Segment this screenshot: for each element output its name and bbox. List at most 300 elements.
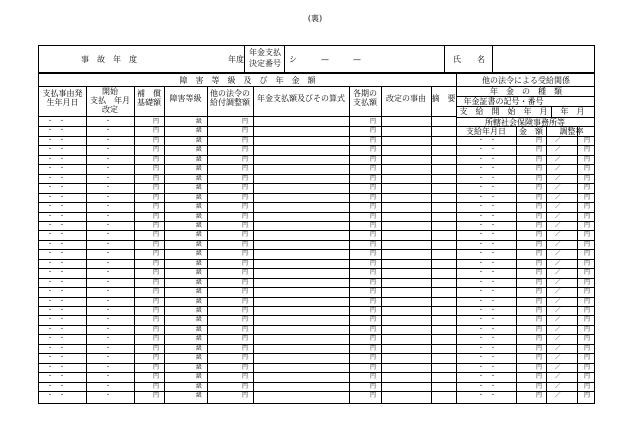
accident-year-label: 事 故 年 度 <box>81 55 137 64</box>
row-base-yen: 円 <box>153 316 160 324</box>
rp-row-slash: ／ <box>555 155 562 163</box>
rp-row-date: ・ ・ <box>478 335 497 343</box>
row-base-yen: 円 <box>153 118 160 125</box>
rp-row-yen: 円 <box>536 316 543 324</box>
rp-row-yen2: 円 <box>584 221 591 229</box>
row-event-date: ・ ・ <box>47 288 66 296</box>
row-start-ym: ・ <box>105 165 112 173</box>
rp-row-slash: ／ <box>555 307 562 314</box>
row-adjust-yen: 円 <box>242 221 249 229</box>
rp-row-date: ・ ・ <box>478 259 497 267</box>
rp-row-rule <box>456 315 594 316</box>
row-event-date: ・ ・ <box>47 278 66 286</box>
row-grade: 級 <box>196 325 203 333</box>
row-event-date: ・ ・ <box>47 363 66 371</box>
rp-row-slash: ／ <box>555 382 562 390</box>
rp-row-yen2: 円 <box>584 344 591 352</box>
pension-type-label: 年 金 の 種 類 <box>490 87 562 96</box>
rp-row-date: ・ ・ <box>478 165 497 173</box>
rp-row-yen: 円 <box>536 278 543 286</box>
row-grade: 級 <box>196 278 203 286</box>
row-grade: 級 <box>196 354 203 362</box>
rp-row-date: ・ ・ <box>478 344 497 352</box>
rp-row-date: ・ ・ <box>478 155 497 163</box>
rp-row-rule <box>456 136 594 137</box>
row-period-yen: 円 <box>370 382 377 390</box>
rp-row-yen2: 円 <box>584 354 591 362</box>
rp-row-date: ・ ・ <box>478 231 497 239</box>
rp-row-rule <box>456 240 594 241</box>
rp-row-yen2: 円 <box>584 146 591 154</box>
rp-row-yen: 円 <box>536 363 543 371</box>
row-base-yen: 円 <box>153 307 160 314</box>
name-label: 氏 名 <box>453 55 485 64</box>
row-base-yen: 円 <box>153 344 160 352</box>
rp-row-yen2: 円 <box>584 212 591 220</box>
row-period-yen: 円 <box>370 325 377 333</box>
rp-row-date: ・ ・ <box>478 373 497 381</box>
row-period-yen: 円 <box>370 373 377 381</box>
row-base-yen: 円 <box>153 250 160 258</box>
name-label-cell <box>444 46 492 72</box>
row-grade: 級 <box>196 316 203 324</box>
row-start-ym: ・ <box>105 363 112 371</box>
rp-row-rule <box>456 174 594 175</box>
row-period-yen: 円 <box>370 174 377 182</box>
rp-row-slash: ／ <box>555 335 562 343</box>
row-base-yen: 円 <box>153 193 160 201</box>
rp-row-slash: ／ <box>555 174 562 182</box>
rp-row-yen: 円 <box>536 392 543 400</box>
rp-row-yen: 円 <box>536 307 543 314</box>
col-remarks: 摘 要 <box>431 94 456 103</box>
row-adjust-yen: 円 <box>242 354 249 362</box>
rp-row-date: ・ ・ <box>478 174 497 182</box>
row-start-ym: ・ <box>105 231 112 239</box>
rp-row-rule <box>456 278 594 279</box>
name-field[interactable] <box>492 46 594 72</box>
payment-record-table <box>38 73 595 404</box>
rp-row-yen2: 円 <box>584 174 591 182</box>
row-event-date: ・ ・ <box>47 240 66 248</box>
rp-row-rule <box>456 353 594 354</box>
row-adjust-yen: 円 <box>242 382 249 390</box>
col-pay-start: 開始 支払 年月 改定 <box>90 87 130 114</box>
row-adjust-yen: 円 <box>242 165 249 173</box>
rp-row-date: ・ ・ <box>478 250 497 258</box>
row-base-yen: 円 <box>153 335 160 343</box>
rp-row-date: ・ ・ <box>478 307 497 314</box>
rp-row-yen2: 円 <box>584 382 591 390</box>
row-adjust-yen: 円 <box>242 174 249 182</box>
rp-row-slash: ／ <box>555 136 562 144</box>
row-grade: 級 <box>196 165 203 173</box>
row-grade: 級 <box>196 363 203 371</box>
row-start-ym: ・ <box>105 212 112 220</box>
rp-row-slash: ／ <box>555 221 562 229</box>
rp-row-slash: ／ <box>555 250 562 258</box>
office-label: 所轄社会保険事務所等 <box>485 118 565 127</box>
rp-row-rule <box>456 249 594 250</box>
rp-row-yen2: 円 <box>584 392 591 400</box>
row-start-ym: ・ <box>105 373 112 381</box>
row-base-yen: 円 <box>153 392 160 400</box>
row-event-date: ・ ・ <box>47 118 66 125</box>
rp-row-yen2: 円 <box>584 288 591 296</box>
row-base-yen: 円 <box>153 325 160 333</box>
rp-row-yen2: 円 <box>584 363 591 371</box>
rp-row-rule <box>456 391 594 392</box>
rp-row-yen2: 円 <box>584 373 591 381</box>
rp-row-date: ・ ・ <box>478 146 497 154</box>
row-base-yen: 円 <box>153 174 160 182</box>
rp-row-rule <box>456 221 594 222</box>
row-grade: 級 <box>196 297 203 305</box>
rp-row-yen: 円 <box>536 193 543 201</box>
form-side-title: (裏) <box>307 14 323 23</box>
col-divider <box>381 86 382 403</box>
rp-row-slash: ／ <box>555 203 562 211</box>
row-base-yen: 円 <box>153 240 160 248</box>
rp-row-rule <box>456 193 594 194</box>
row-period-yen: 円 <box>370 250 377 258</box>
row-start-ym: ・ <box>105 278 112 286</box>
row-grade: 級 <box>196 174 203 182</box>
row-adjust-yen: 円 <box>242 363 249 371</box>
row-start-ym: ・ <box>105 240 112 248</box>
decision-number-label: 年金支払 決定番号 <box>249 48 281 68</box>
row-period-yen: 円 <box>370 316 377 324</box>
row-grade: 級 <box>196 240 203 248</box>
row-grade: 級 <box>196 335 203 343</box>
row-period-yen: 円 <box>370 392 377 400</box>
rp-row-rule <box>456 382 594 383</box>
row-start-ym: ・ <box>105 203 112 211</box>
amount-label: 金 額 <box>519 127 543 137</box>
header-bottom-rule <box>39 116 456 117</box>
row-period-yen: 円 <box>370 118 377 125</box>
rp-row-slash: ／ <box>555 373 562 381</box>
row-grade: 級 <box>196 221 203 229</box>
row-start-ym: ・ <box>105 250 112 258</box>
rp-row-yen: 円 <box>536 136 543 144</box>
row-base-yen: 円 <box>153 382 160 390</box>
row-grade: 級 <box>196 155 203 163</box>
row-event-date: ・ ・ <box>47 203 66 211</box>
rp-row-date: ・ ・ <box>478 240 497 248</box>
row-grade: 級 <box>196 184 203 192</box>
row-event-date: ・ ・ <box>47 373 66 381</box>
row-grade: 級 <box>196 373 203 381</box>
rp-row-date: ・ ・ <box>478 278 497 286</box>
rp-row-rule <box>456 155 594 156</box>
row-period-yen: 円 <box>370 193 377 201</box>
row-event-date: ・ ・ <box>47 231 66 239</box>
rp-row-yen: 円 <box>536 203 543 211</box>
row-base-yen: 円 <box>153 288 160 296</box>
row-start-ym: ・ <box>105 354 112 362</box>
rp-row-yen: 円 <box>536 146 543 154</box>
row-grade: 級 <box>196 250 203 258</box>
row-start-ym: ・ <box>105 307 112 314</box>
row-event-date: ・ ・ <box>47 193 66 201</box>
rp-row-yen2: 円 <box>584 240 591 248</box>
rp-col-divider <box>546 126 547 403</box>
rp-row-yen: 円 <box>536 184 543 192</box>
col-compensation-base: 補 償 基礎額 <box>137 89 161 107</box>
row-base-yen: 円 <box>153 155 160 163</box>
rp-row-yen2: 円 <box>584 316 591 324</box>
row-period-yen: 円 <box>370 344 377 352</box>
row-base-yen: 円 <box>153 203 160 211</box>
rp-row-rule <box>456 268 594 269</box>
row-event-date: ・ ・ <box>47 250 66 258</box>
rp-row-yen2: 円 <box>584 203 591 211</box>
row-adjust-yen: 円 <box>242 373 249 381</box>
row-grade: 級 <box>196 231 203 239</box>
row-event-date: ・ ・ <box>47 344 66 352</box>
rp-row-yen: 円 <box>536 259 543 267</box>
rp-row-slash: ／ <box>555 259 562 267</box>
row-grade: 級 <box>196 212 203 220</box>
rp-row-rule <box>456 145 594 146</box>
rp-row-yen: 円 <box>536 174 543 182</box>
row-event-date: ・ ・ <box>47 382 66 390</box>
row-grade: 級 <box>196 118 203 125</box>
rp-row-yen2: 円 <box>584 184 591 192</box>
row-event-date: ・ ・ <box>47 325 66 333</box>
row-start-ym: ・ <box>105 118 112 125</box>
rp-row-rule <box>456 212 594 213</box>
rp-row-rule <box>456 363 594 364</box>
row-event-date: ・ ・ <box>47 127 66 135</box>
row-adjust-yen: 円 <box>242 392 249 400</box>
row-start-ym: ・ <box>105 174 112 182</box>
rp-row-yen2: 円 <box>584 259 591 267</box>
row-grade: 級 <box>196 127 203 135</box>
col-divider <box>134 86 135 403</box>
rp-row-yen: 円 <box>536 325 543 333</box>
rp-row-slash: ／ <box>555 269 562 277</box>
row-grade: 級 <box>196 136 203 144</box>
row-adjust-yen: 円 <box>242 278 249 286</box>
row-adjust-yen: 円 <box>242 240 249 248</box>
row-period-yen: 円 <box>370 259 377 267</box>
rp-row-yen: 円 <box>536 231 543 239</box>
row-event-date: ・ ・ <box>47 307 66 314</box>
row-base-yen: 円 <box>153 373 160 381</box>
row-adjust-yen: 円 <box>242 231 249 239</box>
row-event-date: ・ ・ <box>47 297 66 305</box>
rp-row-slash: ／ <box>555 297 562 305</box>
rp-row-yen2: 円 <box>584 231 591 239</box>
rp-row-slash: ／ <box>555 325 562 333</box>
rp-row-yen2: 円 <box>584 335 591 343</box>
rp-row-yen2: 円 <box>584 307 591 314</box>
row-event-date: ・ ・ <box>47 354 66 362</box>
row-event-date: ・ ・ <box>47 392 66 400</box>
row-grade: 級 <box>196 193 203 201</box>
row-period-yen: 円 <box>370 278 377 286</box>
row-period-yen: 円 <box>370 203 377 211</box>
rp-row-slash: ／ <box>555 344 562 352</box>
rp-row-rule <box>456 325 594 326</box>
rp-row-yen: 円 <box>536 155 543 163</box>
col-revision-reason: 改定の事由 <box>386 94 426 103</box>
row-base-yen: 円 <box>153 354 160 362</box>
rp-row-yen: 円 <box>536 240 543 248</box>
row-adjust-yen: 円 <box>242 307 249 314</box>
header-row <box>38 45 595 73</box>
row-period-yen: 円 <box>370 212 377 220</box>
rp-row-rule <box>456 164 594 165</box>
rp-row-yen2: 円 <box>584 155 591 163</box>
row-period-yen: 円 <box>370 335 377 343</box>
rp-row-yen2: 円 <box>584 278 591 286</box>
row-adjust-yen: 円 <box>242 193 249 201</box>
row-adjust-yen: 円 <box>242 127 249 135</box>
row-period-yen: 円 <box>370 297 377 305</box>
year-suffix: 年度 <box>228 55 244 64</box>
row-start-ym: ・ <box>105 344 112 352</box>
row-grade: 級 <box>196 344 203 352</box>
rp-row-date: ・ ・ <box>478 325 497 333</box>
row-base-yen: 円 <box>153 363 160 371</box>
row-period-yen: 円 <box>370 184 377 192</box>
rp-row-yen: 円 <box>536 269 543 277</box>
row-base-yen: 円 <box>153 231 160 239</box>
row-adjust-yen: 円 <box>242 269 249 277</box>
rp-row-date: ・ ・ <box>478 392 497 400</box>
rp-row-yen2: 円 <box>584 297 591 305</box>
col-divider <box>431 86 432 403</box>
certificate-number-label: 年金証書の記号・番号 <box>463 97 544 106</box>
row-period-yen: 円 <box>370 136 377 144</box>
rp-row-yen: 円 <box>536 212 543 220</box>
rp-row-date: ・ ・ <box>478 193 497 201</box>
decision-number-field[interactable] <box>284 46 444 72</box>
row-grade: 級 <box>196 146 203 154</box>
rp-row-yen2: 円 <box>584 325 591 333</box>
decision-number-value: シ — — <box>289 55 361 64</box>
rp-row-date: ・ ・ <box>478 288 497 296</box>
col-other-law-adjust: 他の法令の 給付調整額 <box>210 89 250 107</box>
row-adjust-yen: 円 <box>242 316 249 324</box>
row-adjust-yen: 円 <box>242 203 249 211</box>
rp-row-yen: 円 <box>536 250 543 258</box>
col-disability-grade: 障害等級 <box>169 94 202 103</box>
rp-row-rule <box>456 259 594 260</box>
row-event-date: ・ ・ <box>47 221 66 229</box>
row-period-yen: 円 <box>370 269 377 277</box>
rp-row-yen2: 円 <box>584 250 591 258</box>
rp-row-slash: ／ <box>555 231 562 239</box>
pay-date-label: 支給年月日 <box>466 127 506 137</box>
rp-row-date: ・ ・ <box>478 184 497 192</box>
row-grade: 級 <box>196 307 203 314</box>
rp-row-date: ・ ・ <box>478 354 497 362</box>
row-period-yen: 円 <box>370 307 377 314</box>
rp-row-slash: ／ <box>555 278 562 286</box>
row-start-ym: ・ <box>105 193 112 201</box>
row-event-date: ・ ・ <box>47 335 66 343</box>
decision-number-label-cell <box>244 46 284 72</box>
row-start-ym: ・ <box>105 146 112 154</box>
rp-row-date: ・ ・ <box>478 212 497 220</box>
other-law-header: 他の法令による受給関係 <box>482 76 570 85</box>
row-event-date: ・ ・ <box>47 269 66 277</box>
row-start-ym: ・ <box>105 184 112 192</box>
rp-row-slash: ／ <box>555 354 562 362</box>
rp-row-rule <box>456 306 594 307</box>
row-adjust-yen: 円 <box>242 297 249 305</box>
row-start-ym: ・ <box>105 325 112 333</box>
col-divider <box>349 86 350 403</box>
row-base-yen: 円 <box>153 184 160 192</box>
row-event-date: ・ ・ <box>47 184 66 192</box>
col-divider <box>164 86 165 403</box>
row-period-yen: 円 <box>370 146 377 154</box>
row-adjust-yen: 円 <box>242 184 249 192</box>
rp-row-slash: ／ <box>555 212 562 220</box>
rp-row-yen: 円 <box>536 354 543 362</box>
ym-label: 年 月 <box>560 107 585 116</box>
row-event-date: ・ ・ <box>47 174 66 182</box>
rp-row-slash: ／ <box>555 240 562 248</box>
col-divider <box>253 86 254 403</box>
rp-row-slash: ／ <box>555 146 562 154</box>
rp-row-slash: ／ <box>555 184 562 192</box>
row-period-yen: 円 <box>370 221 377 229</box>
rp-row-yen: 円 <box>536 373 543 381</box>
row-period-yen: 円 <box>370 354 377 362</box>
rp-row-rule <box>456 202 594 203</box>
col-pay-event-date: 支払事由発 生年月日 <box>42 89 83 107</box>
row-start-ym: ・ <box>105 382 112 390</box>
rp-row-date: ・ ・ <box>478 269 497 277</box>
row-grade: 級 <box>196 269 203 277</box>
rp-row-yen: 円 <box>536 288 543 296</box>
rp-col-divider <box>516 126 517 403</box>
rp-row-rule <box>456 287 594 288</box>
row-event-date: ・ ・ <box>47 212 66 220</box>
col-divider <box>86 86 87 403</box>
rp-row-date: ・ ・ <box>478 203 497 211</box>
row-event-date: ・ ・ <box>47 136 66 144</box>
row-start-ym: ・ <box>105 297 112 305</box>
row-start-ym: ・ <box>105 221 112 229</box>
row-start-ym: ・ <box>105 127 112 135</box>
rp-row-date: ・ ・ <box>478 221 497 229</box>
row-event-date: ・ ・ <box>47 146 66 154</box>
row-base-yen: 円 <box>153 127 160 135</box>
row-adjust-yen: 円 <box>242 155 249 163</box>
row-adjust-yen: 円 <box>242 250 249 258</box>
row-adjust-yen: 円 <box>242 325 249 333</box>
row-base-yen: 円 <box>153 221 160 229</box>
row-base-yen: 円 <box>153 165 160 173</box>
row-adjust-yen: 円 <box>242 212 249 220</box>
rp-row-yen: 円 <box>536 382 543 390</box>
row-base-yen: 円 <box>153 259 160 267</box>
row-period-yen: 円 <box>370 363 377 371</box>
row-base-yen: 円 <box>153 146 160 154</box>
rp-row-slash: ／ <box>555 363 562 371</box>
rp-row-date: ・ ・ <box>478 382 497 390</box>
rp-row-yen2: 円 <box>584 136 591 144</box>
rp-col-divider <box>577 126 578 403</box>
row-adjust-yen: 円 <box>242 118 249 125</box>
